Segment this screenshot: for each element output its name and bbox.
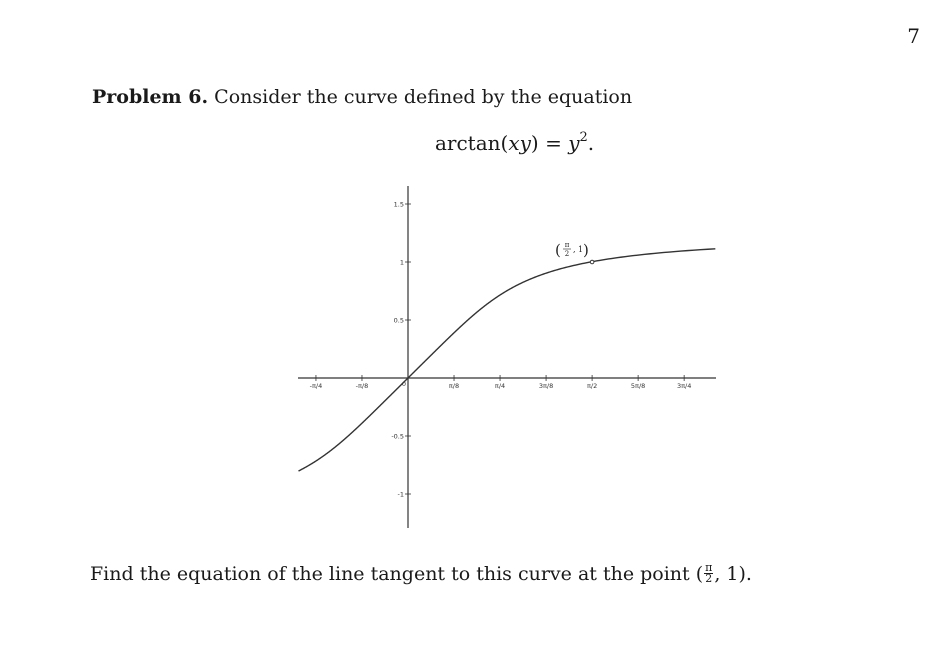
y-tick-label: -0.5 xyxy=(391,432,404,441)
point-label-close-paren: ) xyxy=(583,241,589,259)
equation-rhs-var: y xyxy=(568,131,580,155)
x-tick-label: π/2 xyxy=(586,382,598,390)
x-tick-label: -π/4 xyxy=(309,382,323,390)
question-text: Find the equation of the line tangent to this curve at the point ( xyxy=(90,563,704,585)
x-tick-label: π/8 xyxy=(448,382,460,390)
y-tick-label: 0.5 xyxy=(393,316,404,325)
x-tick-label: -π/8 xyxy=(355,382,369,390)
equation-exponent: 2 xyxy=(579,130,588,145)
equation-inner: xy xyxy=(508,131,531,155)
question-frac-den: 2 xyxy=(705,571,713,585)
x-tick-label: 3π/4 xyxy=(676,382,692,390)
point-marker xyxy=(590,260,594,264)
page-number: 7 xyxy=(907,24,920,48)
question-end: , 1). xyxy=(714,563,752,585)
problem-intro: Consider the curve defined by the equation xyxy=(214,86,633,108)
point-label-den: 2 xyxy=(564,250,570,258)
question-fraction xyxy=(704,560,713,585)
point-label xyxy=(555,241,589,259)
equation-mid: ) = xyxy=(530,131,569,155)
equation-lhs: arctan( xyxy=(435,131,509,155)
x-tick-label: π/4 xyxy=(494,382,506,390)
y-tick-label: -1 xyxy=(397,490,404,499)
problem-heading: Problem 6. xyxy=(92,86,209,108)
graph-ticks xyxy=(310,201,692,499)
point-label-num: π xyxy=(564,241,570,249)
point-label-y: 1 xyxy=(578,245,584,254)
question xyxy=(90,560,752,586)
x-tick-label: 5π/8 xyxy=(630,382,646,390)
point-label-comma: , xyxy=(573,245,576,254)
origin-label: 0 xyxy=(401,380,407,388)
point-label-open-paren: ( xyxy=(555,241,561,259)
curve-path xyxy=(298,249,715,471)
equation-end: . xyxy=(587,131,595,155)
x-tick-label: 3π/8 xyxy=(538,382,554,390)
y-tick-label: 1.5 xyxy=(393,200,404,209)
graph-axes xyxy=(298,186,716,528)
question-frac-num: π xyxy=(705,560,713,574)
y-tick-label: 1 xyxy=(399,258,404,267)
